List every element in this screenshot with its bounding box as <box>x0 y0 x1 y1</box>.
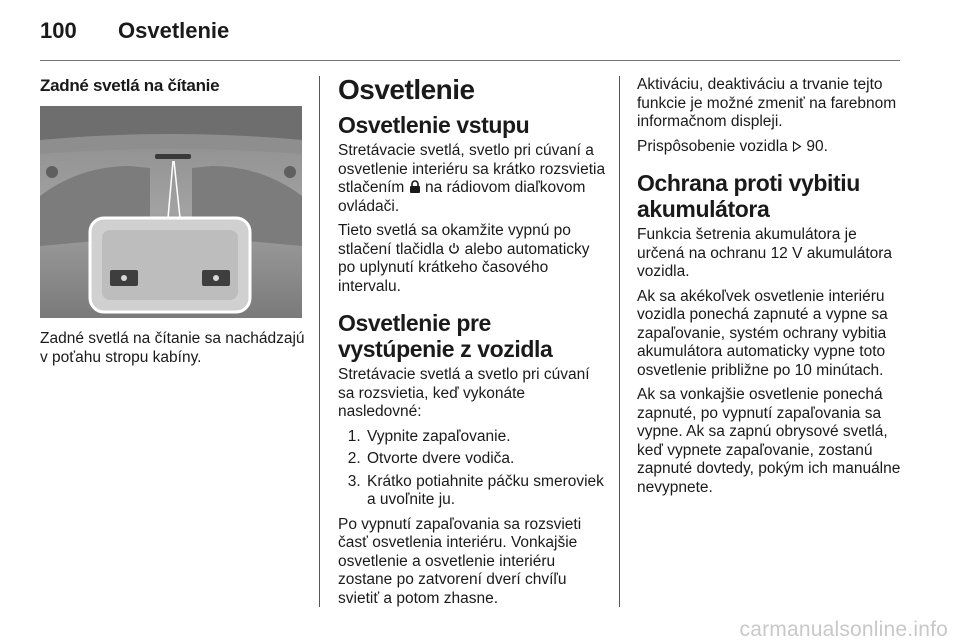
exit-lighting-after: Po vypnutí zapaľovania sa rozsvieti časť osvetlenia interiéru. Vonkajšie osvetlenie a osvetlenie interiéru zostane po zatvorení dverí chvíľu svietiť a potom zhasne. <box>338 515 582 607</box>
entry-lighting-paragraph-2: Tieto svetlá sa okamžite vypnú po stlačení tlačidla alebo automaticky po uplynutí krátkeho časového intervalu. <box>338 222 590 295</box>
subsection-heading-exit-lighting: Osvetlenie pre vystúpenie z vozidla <box>338 310 553 362</box>
list-item: 3. Krátko potiahnite páčku smeroviek a uvoľnite ju. <box>365 473 606 510</box>
exit-lighting-steps <box>338 428 606 510</box>
battery-protection-paragraph-2: Ak sa akékoľvek osvetlenie interiéru vozidla ponechá zapnuté a vypne sa zapaľovanie, systém ochrany vybitia akumulátora automaticky vypne toto osvetlenie približne po 10 minútach. <box>637 287 888 379</box>
column-3 <box>637 76 907 503</box>
watermark: carmanualsonline.info <box>739 618 948 641</box>
section-title: Osvetlenie <box>338 74 475 105</box>
subsection-heading-battery-protection: Ochrana proti vybitiu akumulátora <box>637 170 860 222</box>
column-1 <box>40 76 308 373</box>
list-item: 2. Otvorte dvere vodiča. <box>365 450 606 469</box>
column-2 <box>338 74 606 614</box>
vehicle-personalization-reference: Prispôsobenie vozidla 90. <box>637 137 828 155</box>
page-header <box>40 18 229 44</box>
subsection-heading-entry-lighting: Osvetlenie vstupu <box>338 112 530 138</box>
section-heading-rear-reading-lights: Zadné svetlá na čítanie <box>40 76 220 95</box>
column-divider-1 <box>319 76 320 607</box>
list-item: 1. Vypnite zapaľovanie. <box>365 428 606 447</box>
battery-protection-paragraph-1: Funkcia šetrenia akumulátora je určená na ochranu 12 V akumulátora vozidla. <box>637 226 893 280</box>
rear-reading-lights-photo <box>40 106 302 318</box>
page-number: 100 <box>40 18 77 43</box>
battery-protection-paragraph-3: Ak sa vonkajšie osvetlenie ponechá zapnuté, po vypnutí zapaľovania sa vypne. Ak sa zapnú obrysové svetlá, keď vypnete zapaľovanie, zostanú zapnuté dovtedy, pokým ich manuálne nevypnete. <box>637 386 901 496</box>
function-settings-paragraph: Aktiváciu, deaktiváciu a trvanie tejto funkcie je možné zmeniť na farebnom informačnom displeji. <box>637 76 897 130</box>
column-divider-2 <box>619 76 620 607</box>
entry-lighting-paragraph-1: Stretávacie svetlá, svetlo pri cúvaní a osvetlenie interiéru sa krátko rozsvietia stlačením na rádiovom diaľkovom ovládači. <box>338 142 606 215</box>
rear-reading-lights-caption: Zadné svetlá na čítanie sa nachádzajú v poťahu stropu kabíny. <box>40 330 305 366</box>
power-icon <box>448 242 460 255</box>
triangle-right-icon <box>792 141 802 152</box>
exit-lighting-intro: Stretávacie svetlá a svetlo pri cúvaní sa rozsvietia, keď vykonáte nasledovné: <box>338 366 590 420</box>
header-rule <box>40 60 900 61</box>
chapter-title: Osvetlenie <box>118 18 230 43</box>
lock-icon <box>409 180 421 193</box>
